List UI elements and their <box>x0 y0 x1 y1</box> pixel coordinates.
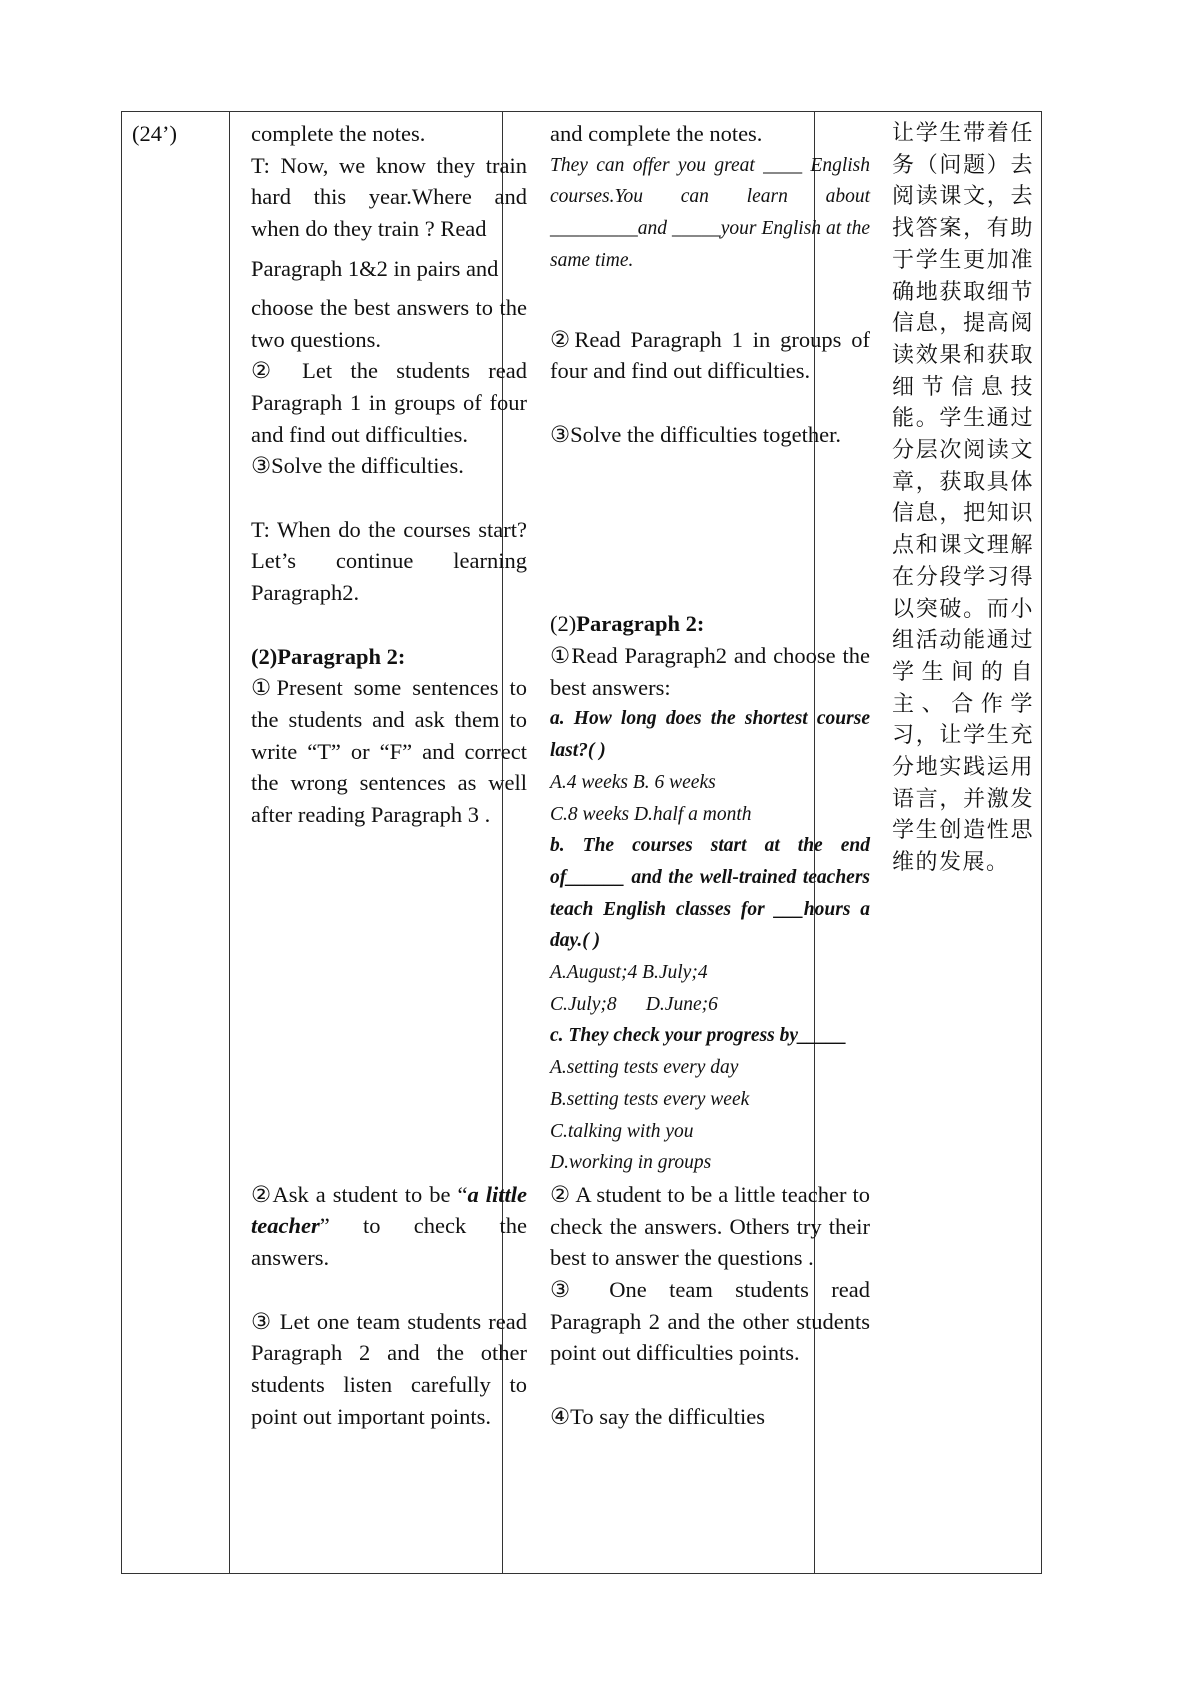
purpose-cell <box>892 118 1034 879</box>
spacer <box>251 831 527 1179</box>
option-text: A.4 weeks B. 6 weeks <box>550 771 716 793</box>
paragraph-heading <box>550 608 870 640</box>
option-text: D.working in groups <box>550 1152 712 1174</box>
question-text: b. The courses start at the end of______ and the well-trained teachers teach English classes for ___hours a day.( ) <box>550 835 870 952</box>
teacher-text: ①Present some sentences to the students and ask them to write “T” or “F” and correct the wrong sentences as well after reading Paragraph 3 . <box>251 675 527 828</box>
student-text: ②Read Paragraph 1 in groups of four and find out difficulties. <box>550 326 870 384</box>
teacher-text: Paragraph 1&2 in pairs and <box>251 255 499 281</box>
paragraph-heading: (2)Paragraph 2: <box>251 643 406 669</box>
student-text: ③ One team students read Paragraph 2 and the other students point out difficulties points. <box>550 1277 870 1366</box>
teacher-text: ② Let the students read Paragraph 1 in groups of four and find out difficulties. <box>251 358 527 447</box>
text-run: (2) <box>550 611 577 637</box>
text-run: ” to check the answers. <box>251 1213 527 1271</box>
teacher-activity-cell <box>251 118 527 1432</box>
option-text: A.setting tests every day <box>550 1057 739 1079</box>
teacher-text: T: When do the courses start? Let’s continue learning Paragraph2. <box>251 516 527 606</box>
spacer <box>550 1369 870 1401</box>
text-run-bold: Paragraph 2: <box>576 611 705 637</box>
teacher-text <box>251 1179 527 1274</box>
teacher-text: T: Now, we know they train hard this year.Where and when do they train ? Read <box>251 152 527 242</box>
question-text: a. How long does the shortest course last?( ) <box>550 708 870 762</box>
time-label: (24’) <box>132 121 177 146</box>
option-text: A.August;4 B.July;4 <box>550 962 708 984</box>
option-text: C.8 weeks D.half a month <box>550 803 752 825</box>
spacer <box>550 277 870 324</box>
student-text: and complete the notes. <box>550 121 763 146</box>
student-text: They can offer you great ____ English courses.You can learn about _________and _____your English at the same time. <box>550 154 870 271</box>
question-text: c. They check your progress by_____ <box>550 1025 847 1047</box>
spacer <box>251 609 527 641</box>
option-text: B.setting tests every week <box>550 1088 750 1110</box>
spacer <box>550 450 870 608</box>
spacer <box>550 387 870 419</box>
teacher-text: ③ Let one team students read Paragraph 2 and the other students listen carefully to point out important points. <box>251 1308 527 1429</box>
column-divider <box>229 112 230 1573</box>
option-text: C.July;8 D.June;6 <box>550 993 718 1015</box>
student-text: ①Read Paragraph2 and choose the best answers: <box>550 643 870 700</box>
option-text: C.talking with you <box>550 1120 694 1142</box>
lesson-plan-table <box>121 111 1042 1574</box>
student-activity-cell <box>550 118 870 1433</box>
teacher-text: ③Solve the difficulties. <box>251 453 464 479</box>
purpose-text: 让学生带着任务（问题）去阅读课文，去找答案，有助于学生更加准确地获取细节信息，提高阅读效果和获取细节信息技能。学生通过分层次阅读文章，获取具体信息，把知识点和课文理解在分段学习得以突破。而小组活动能通过学生间的自主、合作学习，让学生充分地实践运用语言，并激发学生创造性思维的发展。 <box>892 121 1034 876</box>
time-cell <box>132 118 232 150</box>
spacer <box>251 1274 527 1306</box>
spacer <box>251 482 527 514</box>
teacher-text: complete the notes. <box>251 121 426 146</box>
text-run-emphasis: a little teacher <box>251 1181 527 1239</box>
student-text: ② A student to be a little teacher to check the answers. Others try their best to answer the questions . <box>550 1181 870 1271</box>
teacher-text: choose the best answers to the two questions. <box>251 294 527 352</box>
text-run: ②Ask a student to be “ <box>251 1181 468 1207</box>
student-text: ④To say the difficulties <box>550 1403 766 1429</box>
student-text: ③Solve the difficulties together. <box>550 421 841 447</box>
